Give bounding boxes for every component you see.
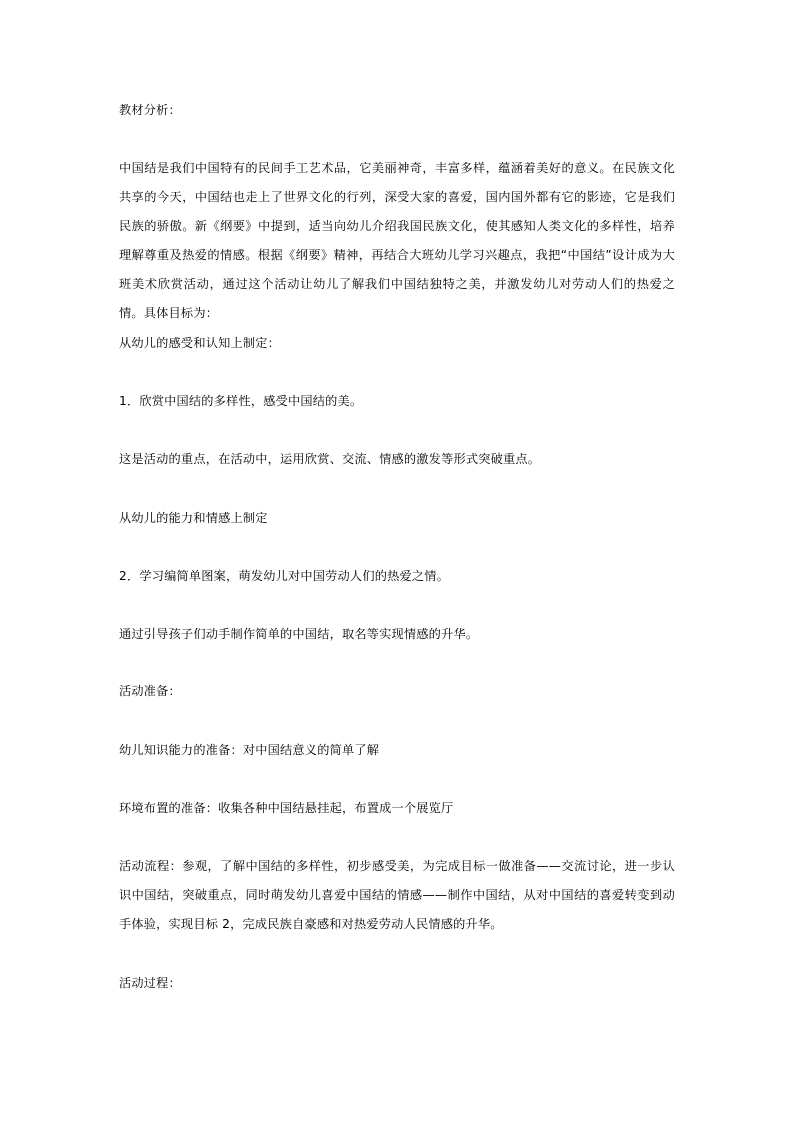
heading-textbook-analysis: 教材分析：	[119, 103, 181, 117]
paragraph-environment-preparation: 环境布置的准备：收集各种中国结悬挂起，布置成一个展览厅	[119, 801, 454, 815]
paragraph-activity-flow: 活动流程：参观，了解中国结的多样性，初步感受美，为完成目标一做准备——交流讨论，进一步认识中国结，突破重点，同时萌发幼儿喜爱中国结的情感——制作中国结，从对中国结的喜爱转变到动手体验，实现目标 2，完成民族自豪感和对热爱劳动人民情感的升华。	[119, 859, 675, 931]
heading-activity-preparation: 活动准备：	[119, 684, 181, 698]
goal-two: 2．学习编简单图案，萌发幼儿对中国劳动人们的热爱之情。	[119, 569, 450, 583]
paragraph-analysis: 中国结是我们中国特有的民间手工艺术品，它美丽神奇，丰富多样，蕴涵着美好的意义。在民族文化共享的今天，中国结也走上了世界文化的行列，深受大家的喜爱，国内国外都有它的影迹，它是我们民族的骄傲。新《纲要》中提到，适当向幼儿介绍我国民族文化，使其感知人类文化的多样性，培养理解尊重及热爱的情感。根据《纲要》精神，再结合大班幼儿学习兴趣点，我把“中国结”设计成为大班美术欣赏活动，通过这个活动让幼儿了解我们中国结独特之美，并激发幼儿对劳动人们的热爱之情。具体目标为：	[119, 161, 675, 320]
paragraph-ability-goal: 从幼儿的能力和情感上制定	[119, 511, 268, 525]
heading-activity-process: 活动过程：	[119, 976, 181, 990]
paragraph-perception-goal: 从幼儿的感受和认知上制定：	[119, 336, 281, 350]
goal-one: 1．欣赏中国结的多样性，感受中国结的美。	[119, 394, 363, 408]
paragraph-emotion: 通过引导孩子们动手制作简单的中国结，取名等实现情感的升华。	[119, 627, 479, 641]
paragraph-knowledge-preparation: 幼儿知识能力的准备：对中国结意义的简单了解	[119, 743, 380, 757]
paragraph-key-point: 这是活动的重点，在活动中，运用欣赏、交流、情感的激发等形式突破重点。	[119, 452, 541, 466]
